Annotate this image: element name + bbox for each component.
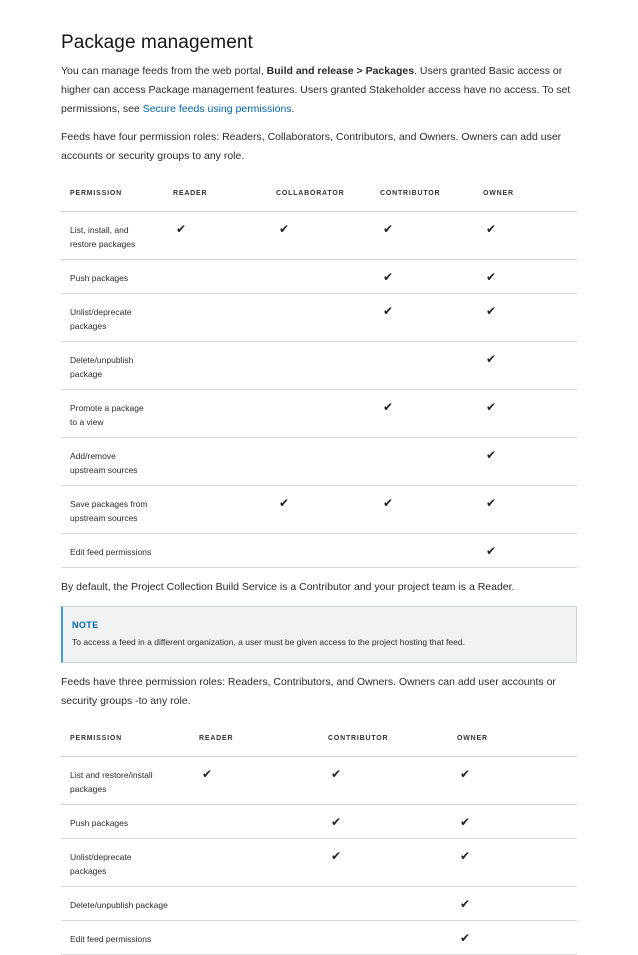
intro-text-3: .	[291, 103, 295, 115]
contributor-cell	[319, 805, 448, 839]
permissions-table-1	[61, 175, 577, 568]
table-row	[61, 534, 577, 568]
header-owner: OWNER	[448, 720, 577, 757]
contributor-cell	[319, 921, 448, 955]
permission-name: Unlist/deprecate packages	[61, 839, 190, 887]
portal-path: Build and release > Packages	[266, 65, 415, 77]
reader-cell	[164, 534, 267, 568]
intro-paragraph	[61, 62, 578, 119]
reader-cell	[190, 921, 319, 955]
header-contributor: CONTRIBUTOR	[371, 175, 474, 212]
checkmark-icon: ✔	[279, 222, 290, 236]
owner-cell	[448, 887, 577, 921]
header-owner: OWNER	[474, 175, 577, 212]
secure-feeds-link[interactable]: Secure feeds using permissions	[142, 103, 292, 115]
owner-cell	[474, 294, 577, 342]
checkmark-icon: ✔	[486, 544, 497, 558]
checkmark-icon: ✔	[331, 815, 342, 829]
checkmark-icon: ✔	[383, 270, 394, 284]
owner-cell	[448, 921, 577, 955]
permission-name: Edit feed permissions	[61, 921, 190, 955]
table-1-body	[61, 212, 577, 568]
header-contributor: CONTRIBUTOR	[319, 720, 448, 757]
permission-name: Unlist/deprecate packages	[61, 294, 164, 342]
permission-name: Save packages from upstream sources	[61, 486, 164, 534]
checkmark-icon: ✔	[383, 222, 394, 236]
permission-name: Delete/unpublish package	[61, 887, 190, 921]
owner-cell	[474, 486, 577, 534]
checkmark-icon: ✔	[486, 352, 497, 366]
checkmark-icon: ✔	[383, 304, 394, 318]
table-row	[61, 805, 577, 839]
intro-text-1: You can manage feeds from the web portal,	[61, 65, 267, 77]
table-row	[61, 390, 577, 438]
checkmark-icon: ✔	[383, 400, 394, 414]
collaborator-cell	[267, 260, 371, 294]
owner-cell	[474, 342, 577, 390]
reader-cell	[164, 260, 267, 294]
contributor-cell	[319, 887, 448, 921]
table-row	[61, 887, 577, 921]
contributor-cell	[371, 212, 474, 260]
owner-cell	[448, 757, 577, 805]
roles-intro-2: Feeds have three permission roles: Readers, Contributors, and Owners. Owners can add user accounts or security groups -to any role.	[61, 676, 556, 707]
table-header-row	[61, 175, 577, 212]
table-row	[61, 438, 577, 486]
table-row	[61, 486, 577, 534]
owner-cell	[474, 534, 577, 568]
header-reader: READER	[190, 720, 319, 757]
owner-cell	[448, 805, 577, 839]
permission-name: List and restore/install packages	[61, 757, 190, 805]
page-title: Package management	[61, 32, 253, 53]
table-row	[61, 260, 577, 294]
note-callout	[61, 606, 577, 663]
checkmark-icon: ✔	[486, 270, 497, 284]
checkmark-icon: ✔	[460, 931, 471, 945]
reader-cell	[190, 887, 319, 921]
reader-cell	[164, 438, 267, 486]
table-row	[61, 757, 577, 805]
checkmark-icon: ✔	[486, 304, 497, 318]
table-row	[61, 342, 577, 390]
contributor-cell	[371, 534, 474, 568]
reader-cell	[190, 805, 319, 839]
roles-intro-1: Feeds have four permission roles: Readers, Collaborators, Contributors, and Owners. Owners can add user accounts or security groups to any role.	[61, 131, 562, 162]
checkmark-icon: ✔	[279, 496, 290, 510]
checkmark-icon: ✔	[331, 849, 342, 863]
permission-name: Push packages	[61, 260, 164, 294]
permission-name: List, install, and restore packages	[61, 212, 164, 260]
collaborator-cell	[267, 534, 371, 568]
checkmark-icon: ✔	[460, 767, 471, 781]
checkmark-icon: ✔	[486, 222, 497, 236]
header-collaborator: COLLABORATOR	[267, 175, 371, 212]
header-permission: PERMISSION	[61, 720, 190, 757]
checkmark-icon: ✔	[331, 767, 342, 781]
permission-name: Edit feed permissions	[61, 534, 164, 568]
collaborator-cell	[267, 486, 371, 534]
reader-cell	[164, 294, 267, 342]
table-row	[61, 839, 577, 887]
contributor-cell	[371, 438, 474, 486]
checkmark-icon: ✔	[486, 496, 497, 510]
note-title: NOTE	[72, 620, 99, 630]
contributor-cell	[371, 260, 474, 294]
permission-name: Delete/unpublish package	[61, 342, 164, 390]
contributor-cell	[371, 486, 474, 534]
reader-cell	[164, 390, 267, 438]
checkmark-icon: ✔	[383, 496, 394, 510]
checkmark-icon: ✔	[486, 400, 497, 414]
contributor-cell	[371, 294, 474, 342]
checkmark-icon: ✔	[460, 897, 471, 911]
checkmark-icon: ✔	[176, 222, 187, 236]
permissions-table-2	[61, 720, 577, 955]
reader-cell	[190, 839, 319, 887]
collaborator-cell	[267, 438, 371, 486]
intro-text-2: . Users granted Basic access or higher can access Package management features. Users granted Stakeholder access have no access. To set permissions, see	[61, 65, 571, 115]
table-row	[61, 212, 577, 260]
header-permission: PERMISSION	[61, 175, 164, 212]
table-row	[61, 294, 577, 342]
header-reader: READER	[164, 175, 267, 212]
note-body: To access a feed in a different organization, a user must be given access to the project hosting that feed.	[72, 637, 465, 647]
checkmark-icon: ✔	[202, 767, 213, 781]
table-row	[61, 921, 577, 955]
owner-cell	[474, 390, 577, 438]
permission-name: Push packages	[61, 805, 190, 839]
owner-cell	[474, 260, 577, 294]
owner-cell	[474, 438, 577, 486]
reader-cell	[164, 486, 267, 534]
contributor-cell	[371, 342, 474, 390]
checkmark-icon: ✔	[460, 849, 471, 863]
contributor-cell	[371, 390, 474, 438]
table-header-row	[61, 720, 577, 757]
reader-cell	[164, 212, 267, 260]
owner-cell	[448, 839, 577, 887]
permission-name: Promote a package to a view	[61, 390, 164, 438]
owner-cell	[474, 212, 577, 260]
contributor-cell	[319, 757, 448, 805]
checkmark-icon: ✔	[486, 448, 497, 462]
contributor-cell	[319, 839, 448, 887]
collaborator-cell	[267, 342, 371, 390]
collaborator-cell	[267, 212, 371, 260]
reader-cell	[190, 757, 319, 805]
permission-name: Add/remove upstream sources	[61, 438, 164, 486]
table-2-body	[61, 757, 577, 955]
collaborator-cell	[267, 294, 371, 342]
reader-cell	[164, 342, 267, 390]
default-roles-text: By default, the Project Collection Build Service is a Contributor and your project team is a Reader.	[61, 581, 515, 593]
collaborator-cell	[267, 390, 371, 438]
checkmark-icon: ✔	[460, 815, 471, 829]
